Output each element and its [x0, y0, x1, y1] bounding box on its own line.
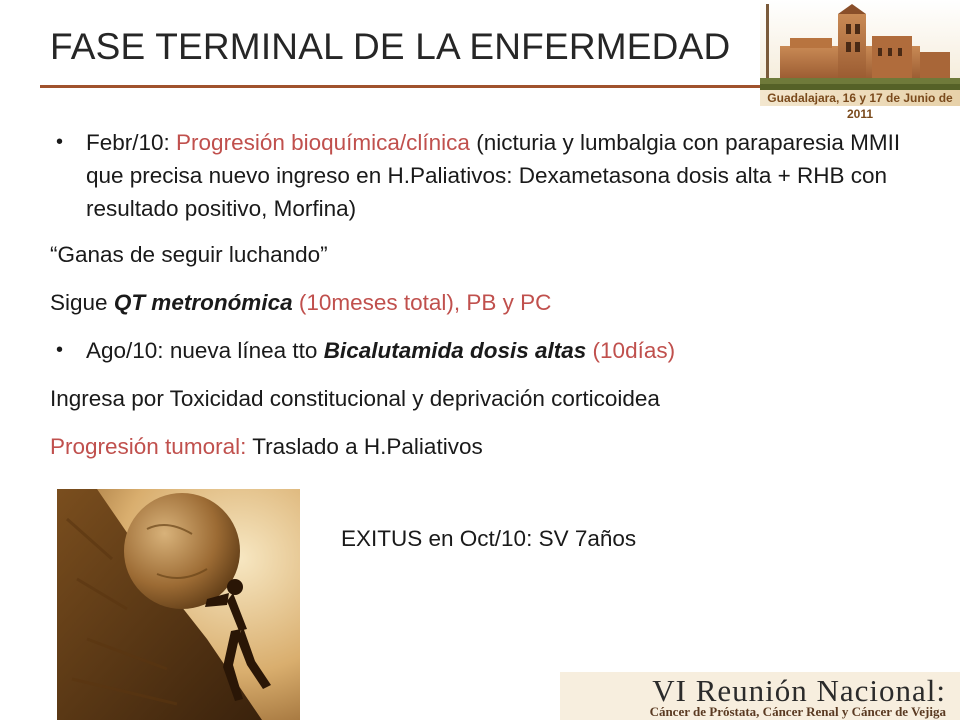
bullet-item-aug: [50, 334, 930, 367]
castle-illustration: [760, 0, 960, 92]
event-caption: Guadalajara, 16 y 17 de Junio de 2011: [760, 90, 960, 106]
drug-duration: (10días): [586, 338, 676, 363]
bullet-icon: •: [56, 339, 64, 361]
item-date: Febr/10:: [86, 130, 177, 155]
bullet-item-feb: [50, 126, 930, 225]
footer-subtitle: Cáncer de Próstata, Cáncer Renal y Cáncer de Vejiga: [649, 704, 946, 719]
quote-line: “Ganas de seguir luchando”: [50, 242, 328, 267]
progression-detail: Traslado a H.Paliativos: [246, 434, 483, 459]
event-logo: [760, 0, 960, 121]
footer-title: VI Reunión Nacional:: [652, 673, 946, 708]
slide-body: [50, 126, 930, 463]
progression-line: [50, 430, 930, 463]
sisyphus-image: [57, 489, 300, 720]
qt-emphasis: QT metronómica: [113, 290, 293, 315]
item-detail: (nicturia y lumbalgia con paraparesia MMII que precisa nuevo ingreso en H.Paliativos: Dexametasona dosis alta + RHB con resultado positivo, Morfina): [86, 130, 901, 221]
exitus-line: EXITUS en Oct/10: SV 7años: [341, 526, 637, 551]
slide-title: FASE TERMINAL DE LA ENFERMEDAD: [50, 26, 731, 67]
qt-prefix: Sigue: [50, 290, 114, 315]
drug-emphasis: Bicalutamida dosis altas: [323, 338, 587, 363]
toxicity-line: Ingresa por Toxicidad constitucional y deprivación corticoidea: [50, 386, 660, 411]
progression-highlight: Progresión tumoral:: [50, 434, 247, 459]
qt-line: [50, 286, 930, 319]
bullet-icon: •: [56, 131, 64, 153]
highlight-progression: Progresión bioquímica/clínica: [176, 130, 470, 155]
qt-suffix: (10meses total), PB y PC: [292, 290, 552, 315]
item-date: Ago/10: nueva línea tto: [86, 338, 324, 363]
